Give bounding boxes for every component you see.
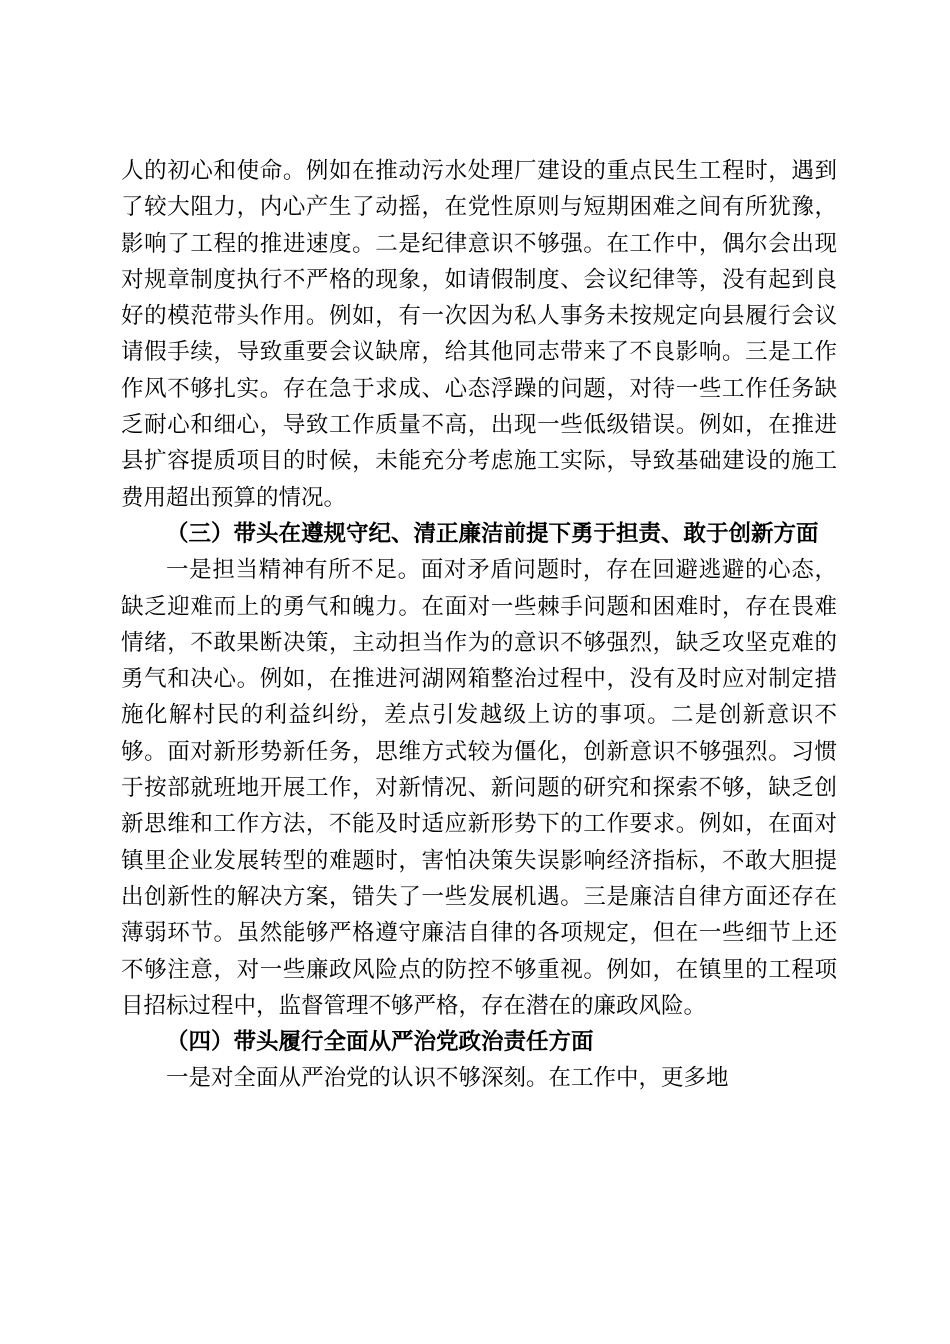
section-heading-4: （四）带头履行全面从严治党政治责任方面: [166, 1029, 594, 1056]
section-heading-3: （三）带头在遵规守纪、清正廉洁前提下勇于担责、敢于创新方面: [166, 520, 819, 547]
paragraph-body-3: 一是对全面从严治党的认识不够深刻。在工作中，更多地: [166, 1065, 729, 1092]
document-page: [121, 153, 837, 1097]
paragraph-body-1: 人的初心和使命。例如在推动污水处理厂建设的重点民生工程时，遇到了较大阻力，内心产生了动摇，在党性原则与短期困难之间有所犹豫，影响了工程的推进速度。二是纪律意识不够强。在工作中，偶尔会出现对规章制度执行不严格的现象，如请假制度、会议纪律等，没有起到良好的模范带头作用。例如，有一次因为私人事务未按规定向县履行会议请假手续，导致重要会议缺席，给其他同志带来了不良影响。三是工作作风不够扎实。存在急于求成、心态浮躁的问题，对待一些工作任务缺乏耐心和细心，导致工作质量不高，出现一些低级错误。例如，在推进县扩容提质项目的时候，未能充分考虑施工实际，导致基础建设的施工费用超出预算的情况。: [121, 158, 837, 511]
paragraph-body-2: 一是担当精神有所不足。面对矛盾问题时，存在回避逃避的心态，缺乏迎难而上的勇气和魄力。在面对一些棘手问题和困难时，存在畏难情绪，不敢果断决策，主动担当作为的意识不够强烈，缺乏攻坚克难的勇气和决心。例如，在推进河湖网箱整治过程中，没有及时应对制定措施化解村民的利益纠纷，差点引发越级上访的事项。二是创新意识不够。面对新形势新任务，思维方式较为僵化，创新意识不够强烈。习惯于按部就班地开展工作，对新情况、新问题的研究和探索不够，缺乏创新思维和工作方法，不能及时适应新形势下的工作要求。例如，在面对镇里企业发展转型的难题时，害怕决策失误影响经济指标，不敢大胆提出创新性的解决方案，错失了一些发展机遇。三是廉洁自律方面还存在薄弱环节。虽然能够严格遵守廉洁自律的各项规定，但在一些细节上还不够注意，对一些廉政风险点的防控不够重视。例如，在镇里的工程项目招标过程中，监督管理不够严格，存在潜在的廉政风险。: [121, 557, 837, 1019]
